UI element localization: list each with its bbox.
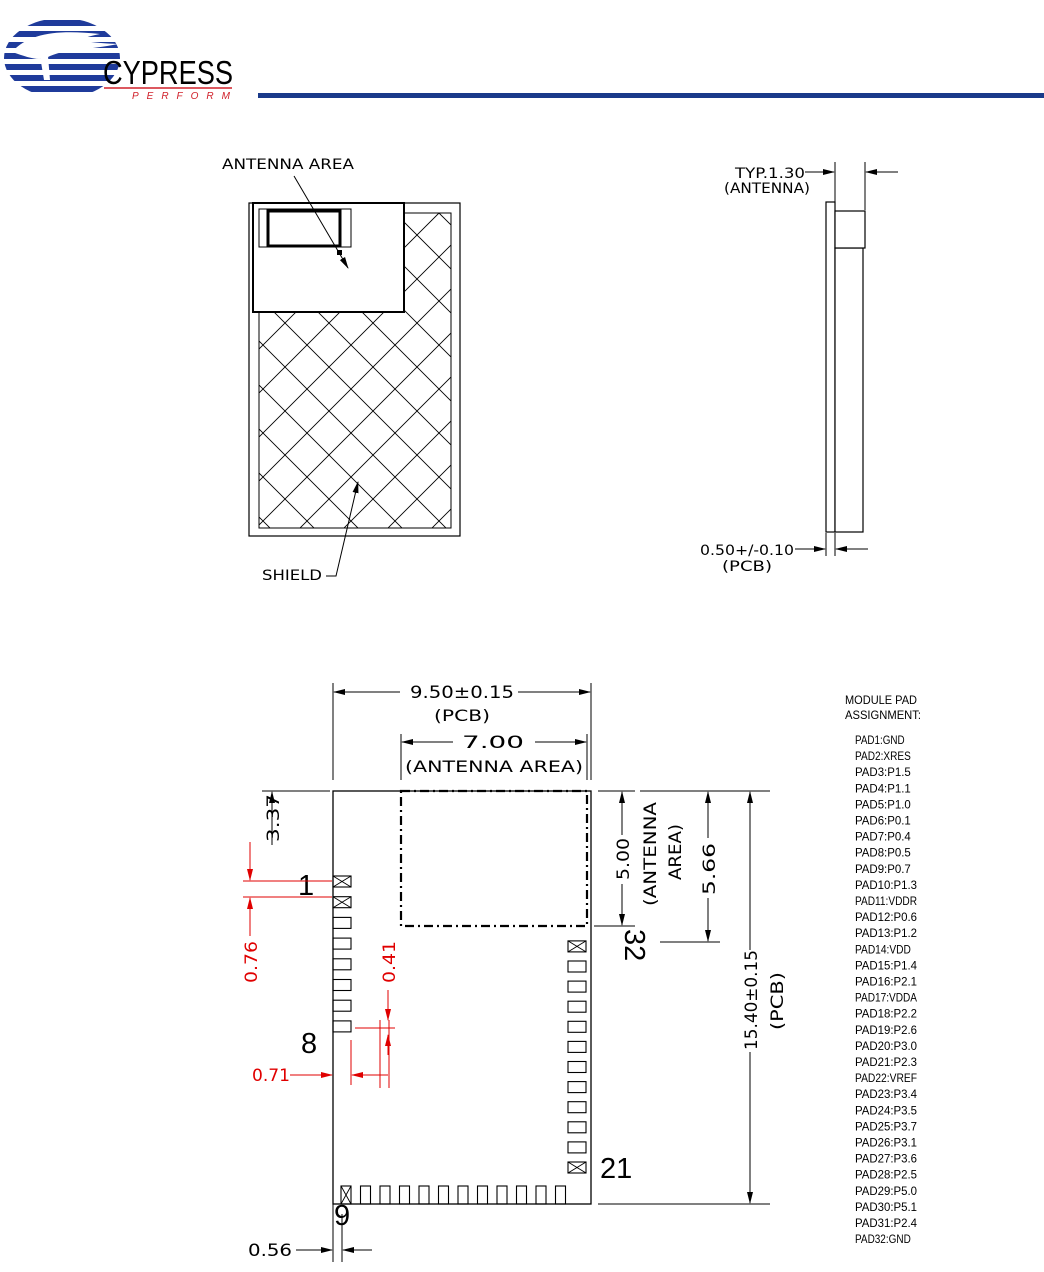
hatch-line	[0, 213, 175, 543]
hatch-line	[0, 213, 285, 543]
hatch-line	[417, 213, 747, 543]
shield-label: SHIELD	[262, 568, 322, 584]
header-rule	[258, 93, 1044, 98]
pad-assignment-item: PAD8:P0.5	[855, 847, 911, 860]
pad-assignment-item: PAD23:P3.4	[855, 1089, 918, 1102]
hatch-line	[615, 213, 945, 543]
antenna-area-label: ANTENNA AREA	[222, 157, 355, 173]
hatch-line	[0, 213, 87, 543]
hatch-line	[747, 213, 1044, 543]
hatch-line	[0, 213, 109, 543]
pad-assignment-title-1: MODULE PAD	[845, 693, 918, 707]
logo-brand: CYPRESS	[103, 54, 233, 91]
pad-assignment-item: PAD30:P5.1	[855, 1201, 917, 1214]
pad-assignment-item: PAD5:P1.0	[855, 799, 911, 812]
pad	[568, 1122, 586, 1133]
pad-assignment-item: PAD14:VDD	[855, 944, 911, 957]
pad-assignment-item: PAD29:P5.0	[855, 1185, 917, 1198]
hatch-line	[0, 213, 263, 543]
pad	[568, 1082, 586, 1093]
pin-label-1: 1	[298, 870, 315, 902]
footprint	[242, 683, 788, 1262]
pin-label-32: 32	[618, 929, 650, 962]
pad-assignment-item: PAD27:P3.6	[855, 1153, 917, 1166]
pad-assignment	[845, 693, 921, 1246]
pad-assignment-item: PAD7:P0.4	[855, 831, 912, 844]
shield-profile	[835, 248, 863, 532]
shield-hatch	[0, 213, 1044, 543]
pad-assignment-item: PAD12:P0.6	[855, 912, 917, 925]
pad-array	[333, 876, 586, 1204]
pcb-thickness-label: 0.50+/-0.10	[700, 543, 794, 559]
logo-tagline: PERFORM	[132, 91, 230, 102]
pad-assignment-item: PAD20:P3.0	[855, 1040, 917, 1053]
pad	[333, 1021, 351, 1032]
pad	[458, 1186, 468, 1204]
hatch-line	[505, 213, 835, 543]
pad-assignment-item: PAD6:P0.1	[855, 815, 911, 828]
pad	[478, 1186, 488, 1204]
pcb-profile	[826, 202, 835, 532]
pad	[439, 1186, 449, 1204]
pad	[419, 1186, 429, 1204]
antenna-thickness-label: TYP.1.30	[733, 166, 805, 182]
hatch-line	[0, 213, 153, 543]
pad-assignment-item: PAD3:P1.5	[855, 767, 911, 780]
pad-assignment-item: PAD28:P2.5	[855, 1169, 917, 1182]
pcb-width-label: 9.50±0.15	[410, 683, 514, 703]
pad-assignment-item: PAD9:P0.7	[855, 863, 911, 876]
pad	[333, 917, 351, 928]
pad	[400, 1186, 410, 1204]
pad-assignment-item: PAD16:P2.1	[855, 976, 917, 989]
antenna-height-note-1: (ANTENNA	[641, 816, 661, 906]
pad-assignment-item: PAD22:VREF	[855, 1073, 917, 1086]
hatch-line	[725, 213, 1044, 543]
pad-assignment-item: PAD1:GND	[855, 735, 905, 747]
pad-length-label: 0.71	[252, 1066, 290, 1086]
antenna-keepout	[401, 791, 587, 926]
hatch-line	[0, 213, 65, 543]
pad-assignment-item: PAD11:VDDR	[855, 896, 917, 908]
hatch-line	[439, 213, 769, 543]
antenna-width-label: 7.00	[462, 733, 524, 753]
hatch-line	[593, 213, 923, 543]
hatch-line	[659, 213, 989, 543]
pad-assignment-item: PAD18:P2.2	[855, 1008, 917, 1021]
pcb-height-note: (PCB)	[768, 982, 788, 1030]
pad-assignment-item: PAD31:P2.4	[855, 1218, 918, 1230]
hatch-line	[879, 213, 1044, 543]
pcb-height-label: 15.40±0.15	[742, 949, 762, 1050]
pad	[568, 981, 586, 992]
antenna-thickness-note: (ANTENNA)	[724, 181, 810, 197]
hatch-line	[637, 213, 967, 543]
hatch-line	[1011, 213, 1044, 543]
antenna-height-note-2: AREA)	[666, 827, 686, 880]
pad-assignment-title-2: ASSIGNMENT:	[845, 708, 921, 722]
pad-bottom-offset-label: 0.56	[248, 1241, 292, 1261]
pad-start-label: 5.66	[700, 857, 720, 895]
hatch-line	[703, 213, 1033, 543]
pin-label-8: 8	[301, 1028, 318, 1060]
pad-assignment-item: PAD25:P3.7	[855, 1121, 917, 1134]
antenna-width-note: (ANTENNA AREA)	[405, 757, 583, 776]
pad-assignment-item: PAD19:P2.6	[855, 1024, 917, 1037]
cypress-logo	[0, 18, 233, 102]
pad-assignment-item: PAD21:P2.3	[855, 1057, 917, 1069]
pad	[497, 1186, 507, 1204]
hatch-line	[373, 213, 703, 543]
antenna-height-label: 5.00	[614, 842, 634, 880]
top-offset-label: 3.37	[264, 804, 284, 842]
pad-assignment-item: PAD4:P1.1	[855, 783, 911, 796]
antenna-area-box	[253, 203, 404, 312]
hatch-line	[483, 213, 813, 543]
side-view	[700, 162, 898, 575]
pcb-width-note: (PCB)	[434, 706, 490, 725]
hatch-line	[769, 213, 1044, 543]
pad	[556, 1186, 566, 1204]
top-view	[0, 157, 1044, 584]
pad	[568, 961, 586, 972]
pcb-thickness-note: (PCB)	[722, 559, 772, 575]
hatch-line	[835, 213, 1044, 543]
antenna-profile	[835, 211, 865, 248]
pad	[333, 959, 351, 970]
pad-assignment-item: PAD15:P1.4	[855, 960, 918, 973]
pad-assignment-item: PAD32:GND	[855, 1234, 911, 1247]
pad	[536, 1186, 546, 1204]
hatch-line	[0, 213, 43, 543]
pad	[361, 1186, 371, 1204]
pad-assignment-item: PAD2:XRES	[855, 751, 912, 764]
pad	[568, 1041, 586, 1052]
hatch-line	[0, 213, 21, 543]
pin-label-9: 9	[334, 1200, 351, 1232]
hatch-line	[395, 213, 725, 543]
pad	[568, 1001, 586, 1012]
pad-pitch-label: 0.76	[242, 945, 262, 983]
pad	[517, 1186, 527, 1204]
hatch-line	[0, 213, 197, 543]
hatch-line	[0, 213, 219, 543]
pad	[333, 1000, 351, 1011]
pin-label-21: 21	[600, 1153, 633, 1185]
pad	[333, 938, 351, 949]
hatch-line	[0, 213, 131, 543]
pad	[568, 1021, 586, 1032]
pad-assignment-item: PAD10:P1.3	[855, 879, 917, 892]
pcb-outline	[333, 791, 591, 1204]
pad-assignment-item: PAD17:VDDA	[855, 992, 918, 1005]
pad	[333, 980, 351, 991]
hatch-line	[0, 213, 241, 543]
pad	[568, 1102, 586, 1113]
pad-width-label: 0.41	[380, 945, 400, 983]
shield-leader	[326, 482, 358, 576]
hatch-line	[527, 213, 857, 543]
pad	[380, 1186, 390, 1204]
pad-assignment-item: PAD13:P1.2	[855, 928, 917, 941]
pad-assignment-item: PAD24:P3.5	[855, 1105, 917, 1118]
pad	[568, 1142, 586, 1153]
pad	[568, 1062, 586, 1073]
red-dimensions	[242, 842, 400, 1088]
hatch-line	[461, 213, 791, 543]
hatch-line	[967, 213, 1044, 543]
pad-assignment-item: PAD26:P3.1	[855, 1137, 917, 1150]
hatch-line	[923, 213, 1044, 543]
